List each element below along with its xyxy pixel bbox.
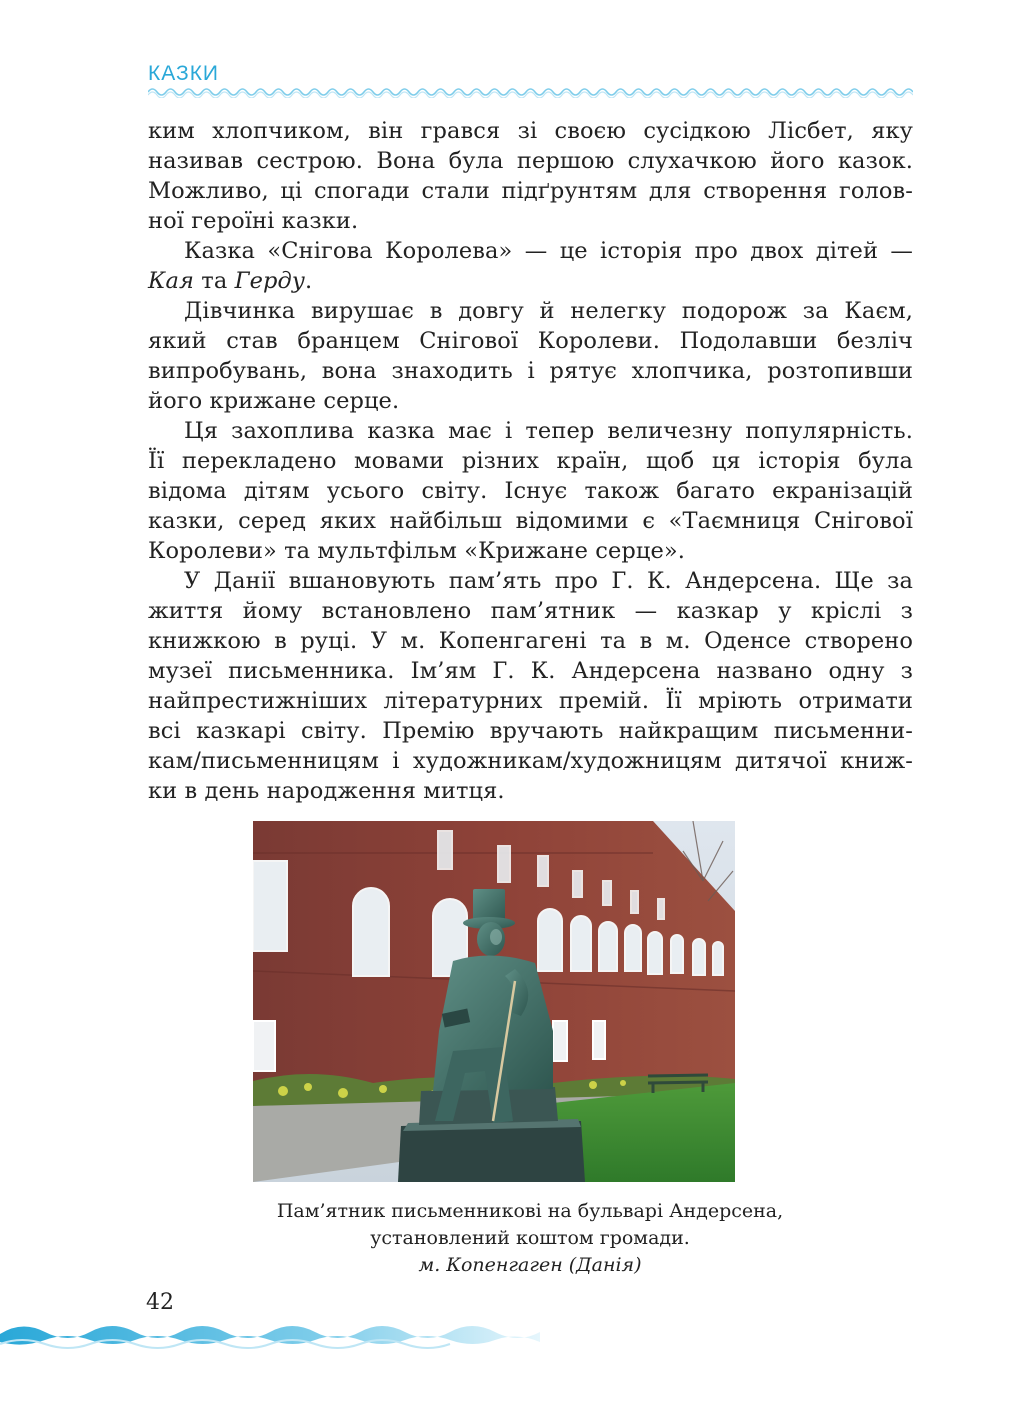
text-line: ки в день народження митця. [148,778,505,804]
character-name-gerda: Герду [234,268,306,294]
text-line: Казка «Снігова Королева» — це історія про двох дітей — [184,238,913,264]
text-line: ної героїні казки. [148,208,359,234]
andersen-statue-photo [253,821,735,1182]
paragraph-4 [148,416,913,566]
text-line: У Данії вшановують пам’ять про Г. К. Андерсена. Ще за [184,568,913,594]
section-title: КАЗКИ [148,62,220,85]
statue-photo-illustration [253,821,735,1182]
text-line: кам/письменницям і художникам/художницям дитячої книж- [148,748,913,774]
text-line: книжкою в руці. У м. Копенгагені та в м. Оденсе створено [148,628,913,654]
character-name-kai: Кая [148,268,195,294]
text-line: найпрестижніших літературних премій. Її мріють отримати [148,688,913,714]
header-wave-decoration [148,86,913,98]
body-text [148,116,913,806]
page-number: 42 [146,1290,174,1315]
paragraph-3 [148,296,913,416]
caption-line-1: Пам’ятник письменникові на бульварі Андерсена, [276,1200,784,1222]
caption-location: м. Копенгаген (Данія) [418,1254,642,1276]
text-line: музеї письменника. Ім’ям Г. К. Андерсена названо одну з [148,658,913,684]
text-line: відома дітям усього світу. Існує також багато екранізацій [148,478,913,504]
text-line: випробувань, вона знаходить і рятує хлопчика, розтопивши [148,358,913,384]
text-line: Королеви» та мультфільм «Крижане серце». [148,538,686,564]
period: . [305,268,313,294]
text-line [148,266,913,296]
text-line: Дівчинка вирушає в довгу й нелегку подорож за Каєм, [184,298,913,324]
text-line: який став бранцем Снігової Королеви. Подолавши безліч [148,328,913,354]
photo-caption [200,1198,860,1279]
paragraph-1 [148,116,913,236]
text-line: Ця захоплива казка має і тепер величезну популярність. [184,418,913,444]
text-line: ким хлопчиком, він грався зі своєю сусідкою Лісбет, яку [148,118,913,144]
text-line: Можливо, ці спогади стали підґрунтям для створення голов- [148,178,913,204]
text-line: всі казкарі світу. Премію вручають найкращим письменни- [148,718,913,744]
footer-wave-decoration [0,1312,540,1352]
paragraph-2 [148,236,913,296]
text-line: казки, серед яких найбільш відомими є «Таємниця Снігової [148,508,913,534]
caption-line-2: установлений коштом громади. [370,1227,690,1249]
text-line: Її перекладено мовами різних країн, щоб ця історія була [148,448,913,474]
paragraph-5 [148,566,913,806]
text-line: життя йому встановлено пам’ятник — казкар у кріслі з [148,598,913,624]
text-line: називав сестрою. Вона була першою слухачкою його казок. [148,148,913,174]
conjunction: та [194,268,235,294]
text-line: його крижане серце. [148,388,400,414]
